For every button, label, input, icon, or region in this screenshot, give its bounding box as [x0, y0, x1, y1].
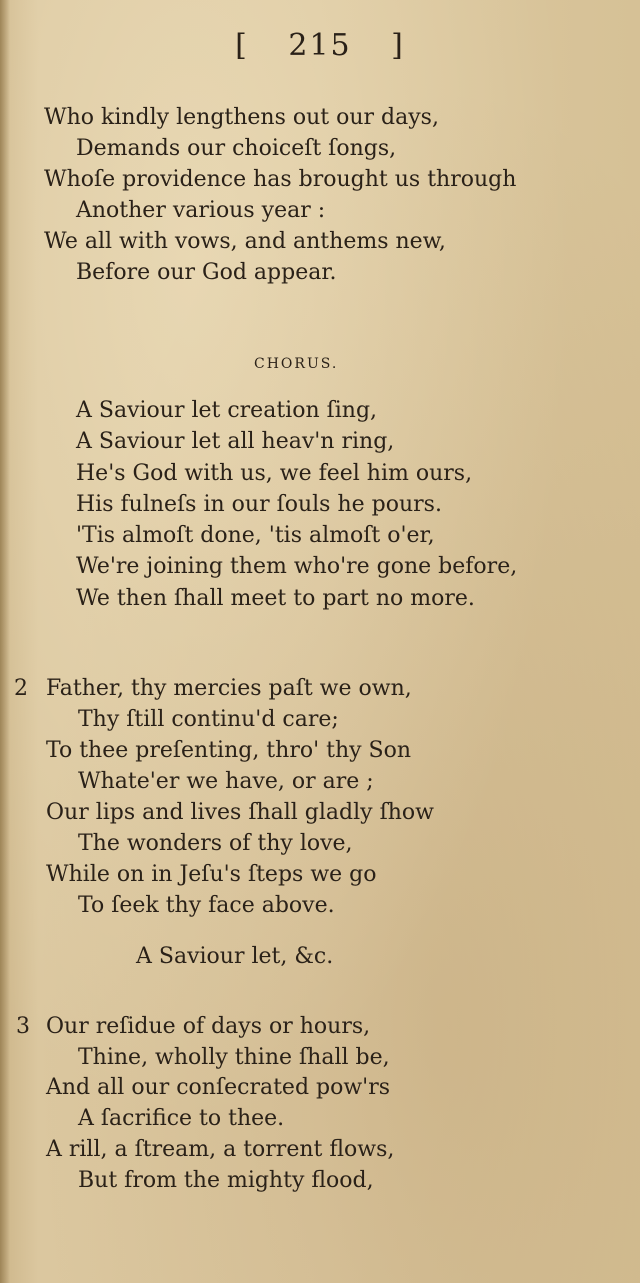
verse-line: To thee preſenting, thro' thy Son	[46, 738, 412, 763]
stanza-number: 2	[14, 676, 28, 701]
chorus-heading: CHORUS.	[254, 356, 339, 372]
verse-line: Father, thy mercies paſt we own,	[46, 676, 412, 701]
chorus-line: His fulneſs in our ſouls he pours.	[76, 492, 442, 517]
header-bracket-open: [	[235, 28, 249, 63]
verse-line: While on in Jeſu's ſteps we go	[46, 862, 377, 887]
stanza-number: 3	[16, 1014, 30, 1039]
chorus-line: He's God with us, we feel him ours,	[76, 461, 473, 486]
verse-line: Our reſidue of days or hours,	[46, 1014, 371, 1039]
chorus-line: A Saviour let all heav'n ring,	[76, 429, 395, 454]
chorus-line: 'Tis almoſt done, 'tis almoſt o'er,	[76, 523, 435, 548]
verse-line: But from the mighty flood,	[78, 1168, 374, 1193]
refrain-cue: A Saviour let, &c.	[136, 944, 334, 969]
header-bracket-close: ]	[391, 28, 405, 63]
chorus-line: We're joining them who're gone before,	[76, 554, 518, 579]
verse-line: Thine, wholly thine ſhall be,	[78, 1045, 390, 1070]
page-header	[0, 28, 640, 63]
chorus-line: A Saviour let creation ſing,	[76, 398, 378, 423]
verse-line: A rill, a ſtream, a torrent flows,	[46, 1137, 395, 1162]
verse-line: Whate'er we have, or are ;	[78, 769, 374, 794]
verse-line: And all our conſecrated pow'rs	[46, 1075, 391, 1100]
verse-line: Our lips and lives ſhall gladly ſhow	[46, 800, 434, 825]
verse-line: Thy ſtill continu'd care;	[78, 707, 339, 732]
verse-line: Who kindly lengthens out our days,	[44, 105, 439, 130]
verse-line: Another various year :	[76, 198, 326, 223]
chorus-line: We then ſhall meet to part no more.	[76, 586, 475, 611]
verse-line: A ſacrifice to thee.	[78, 1106, 285, 1131]
verse-line: To ſeek thy face above.	[78, 893, 335, 918]
page-number: 215	[288, 28, 352, 63]
verse-line: Whoſe providence has brought us through	[44, 167, 517, 192]
page-gutter-shadow	[0, 0, 10, 1283]
verse-line: Before our God appear.	[76, 260, 337, 285]
verse-line: The wonders of thy love,	[78, 831, 353, 856]
verse-line: Demands our choiceſt ſongs,	[76, 136, 397, 161]
verse-line: We all with vows, and anthems new,	[44, 229, 446, 254]
